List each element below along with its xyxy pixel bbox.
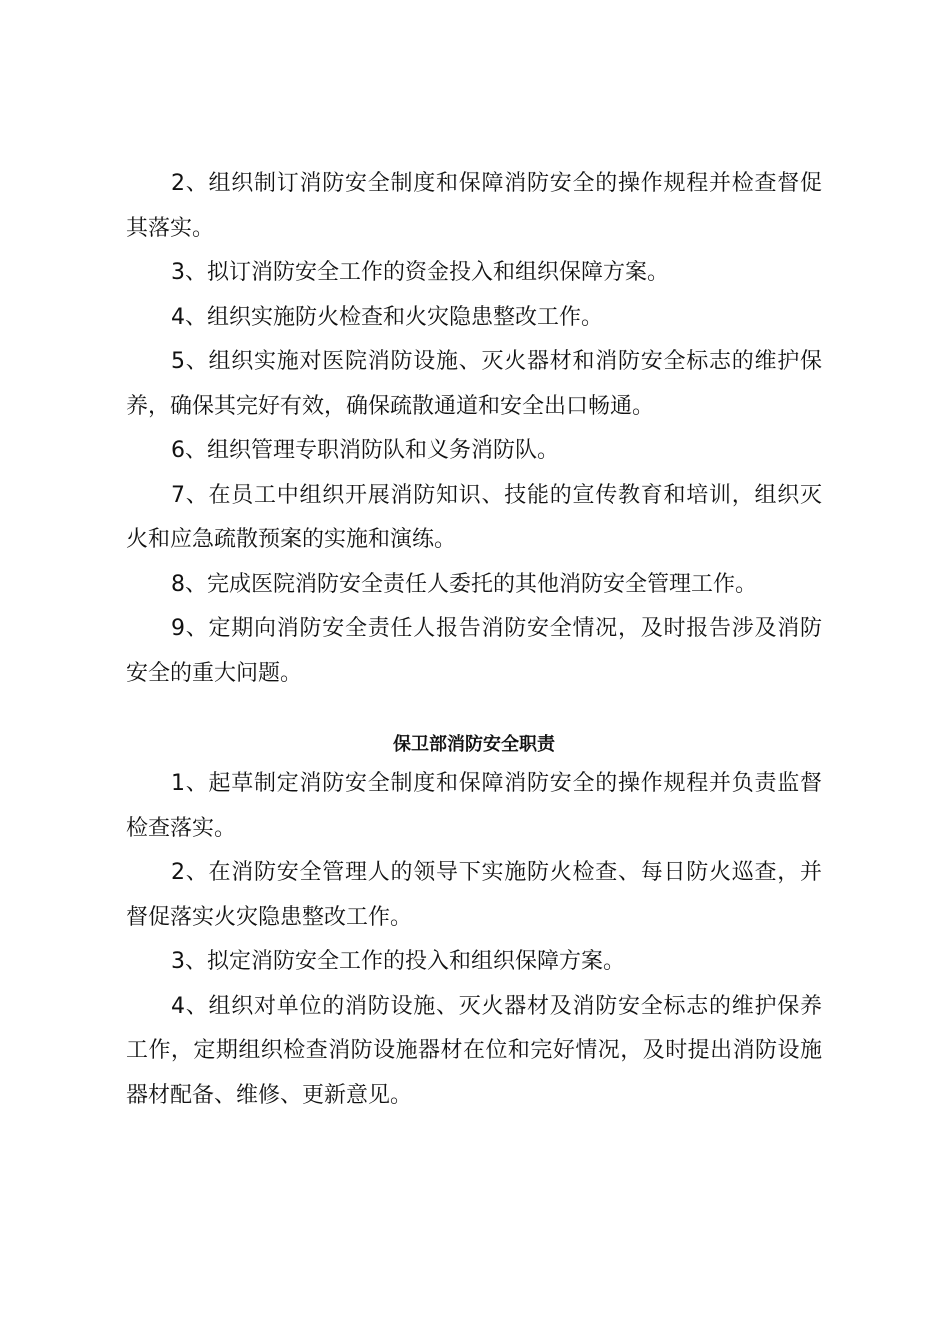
security-dept-duties-list [126, 762, 822, 1118]
list-item: 1、起草制定消防安全制度和保障消防安全的操作规程并负责监督检查落实。 [126, 771, 822, 841]
document-body [126, 162, 822, 1118]
management-duties-list [126, 162, 822, 696]
section-title: 保卫部消防安全职责 [393, 734, 555, 755]
list-item: 4、组织对单位的消防设施、灭火器材及消防安全标志的维护保养工作，定期组织检查消防设施器材在位和完好情况，及时提出消防设施器材配备、维修、更新意见。 [126, 993, 822, 1108]
list-item: 8、完成医院消防安全责任人委托的其他消防安全管理工作。 [171, 571, 757, 597]
list-item: 2、组织制订消防安全制度和保障消防安全的操作规程并检查督促其落实。 [126, 171, 822, 241]
list-item: 7、在员工中组织开展消防知识、技能的宣传教育和培训，组织灭火和应急疏散预案的实施和演练。 [126, 482, 822, 552]
list-item: 4、组织实施防火检查和火灾隐患整改工作。 [171, 304, 603, 330]
section-spacer [126, 696, 822, 730]
list-item: 3、拟定消防安全工作的投入和组织保障方案。 [171, 949, 625, 974]
list-item: 6、组织管理专职消防队和义务消防队。 [171, 438, 559, 463]
list-item: 3、拟订消防安全工作的资金投入和组织保障方案。 [171, 260, 669, 285]
list-item: 5、组织实施对医院消防设施、灭火器材和消防安全标志的维护保养，确保其完好有效，确保疏散通道和安全出口畅通。 [126, 349, 822, 419]
list-item: 9、定期向消防安全责任人报告消防安全情况，及时报告涉及消防安全的重大问题。 [126, 616, 822, 686]
list-item: 2、在消防安全管理人的领导下实施防火检查、每日防火巡查，并督促落实火灾隐患整改工作。 [126, 860, 822, 930]
